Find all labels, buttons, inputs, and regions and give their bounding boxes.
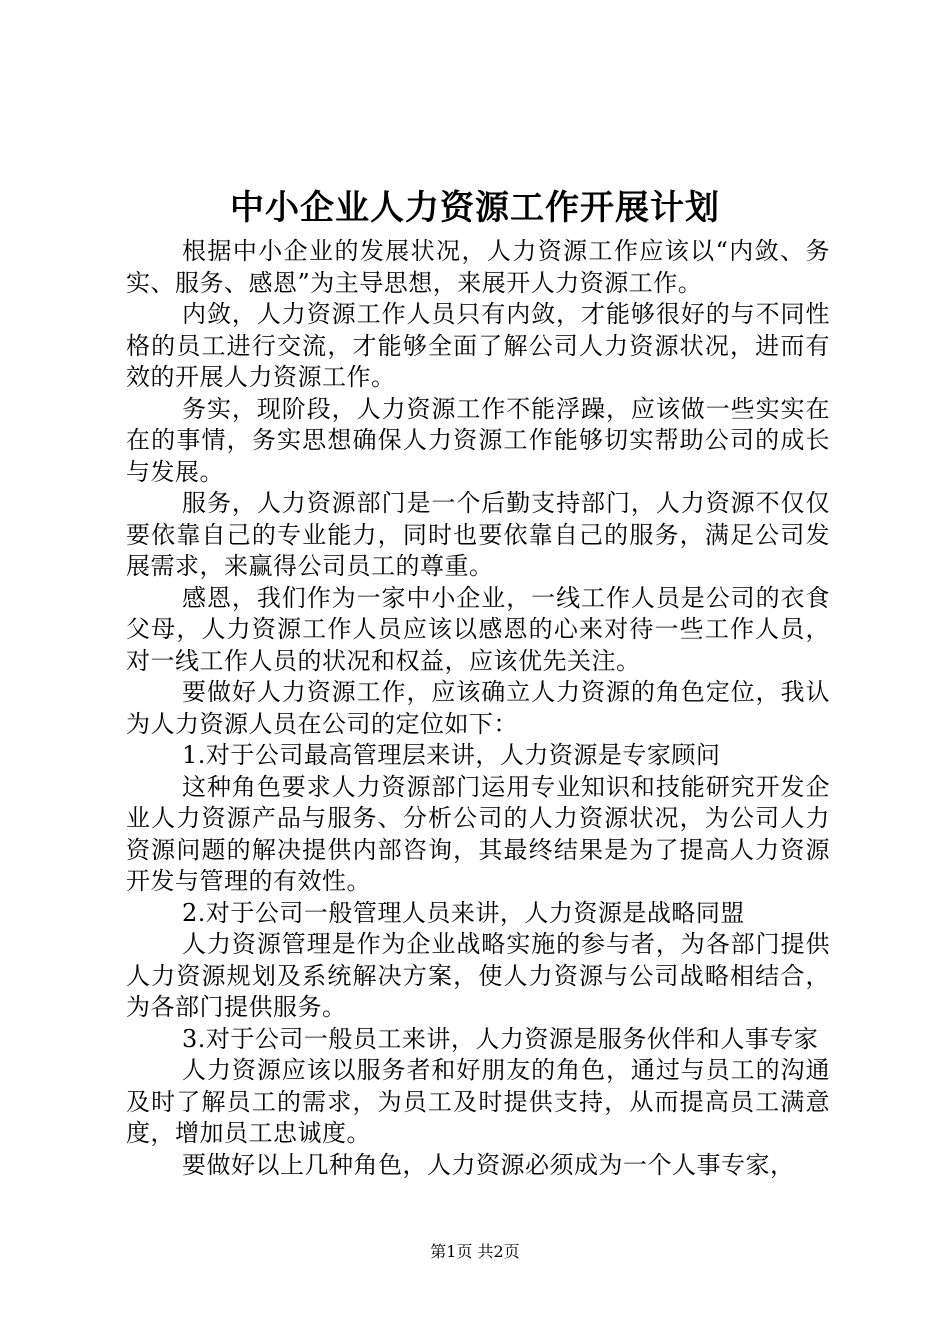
paragraph-point-2-body: 人力资源管理是作为企业战略实施的参与者，为各部门提供人力资源规划及系统解决方案，使人力资源与公司战略相结合，为各部门提供服务。 (126, 930, 830, 1021)
document-title: 中小企业人力资源工作开展计划 (230, 188, 720, 228)
paragraph-service: 服务，人力资源部门是一个后勤支持部门，人力资源不仅仅要依靠自己的专业能力，同时也要依靠自己的服务，满足公司发展需求，来赢得公司员工的尊重。 (126, 489, 830, 580)
page-number: 第1页 共2页 (430, 1242, 520, 1261)
paragraph-point-2-heading: 2.对于公司一般管理人员来讲，人力资源是战略同盟 (182, 898, 745, 927)
paragraph-point-3-heading: 3.对于公司一般员工来讲，人力资源是服务伙伴和人事专家 (182, 1024, 819, 1053)
paragraph-role-definition: 要做好人力资源工作，应该确立人力资源的角色定位，我认为人力资源人员在公司的定位如下： (126, 678, 830, 738)
paragraph-conclusion: 要做好以上几种角色，人力资源必须成为一个人事专家， (182, 1150, 795, 1179)
paragraph-point-1-body: 这种角色要求人力资源部门运用专业知识和技能研究开发企业人力资源产品与服务、分析公司的人力资源状况，为公司人力资源问题的解决提供内部咨询，其最终结果是为了提高人力资源开发与管理的有效性。 (126, 772, 830, 895)
paragraph-introversion: 内敛，人力资源工作人员只有内敛，才能够很好的与不同性格的员工进行交流，才能够全面了解公司人力资源状况，进而有效的开展人力资源工作。 (126, 300, 830, 391)
paragraph-intro: 根据中小企业的发展状况，人力资源工作应该以“内敛、务实、服务、感恩”为主导思想，来展开人力资源工作。 (126, 237, 830, 297)
paragraph-pragmatism: 务实，现阶段，人力资源工作不能浮躁，应该做一些实实在在的事情，务实思想确保人力资源工作能够切实帮助公司的成长与发展。 (126, 394, 830, 486)
paragraph-point-1-heading: 1.对于公司最高管理层来讲，人力资源是专家顾问 (182, 741, 721, 769)
paragraph-gratitude: 感恩，我们作为一家中小企业，一线工作人员是公司的衣食父母，人力资源工作人员应该以感恩的心来对待一些工作人员，对一线工作人员的状况和权益，应该优先关注。 (126, 583, 830, 675)
paragraph-point-3-body: 人力资源应该以服务者和好朋友的角色，通过与员工的沟通及时了解员工的需求，为员工及时提供支持，从而提高员工满意度，增加员工忠诚度。 (126, 1056, 830, 1147)
document-body (126, 236, 830, 1181)
